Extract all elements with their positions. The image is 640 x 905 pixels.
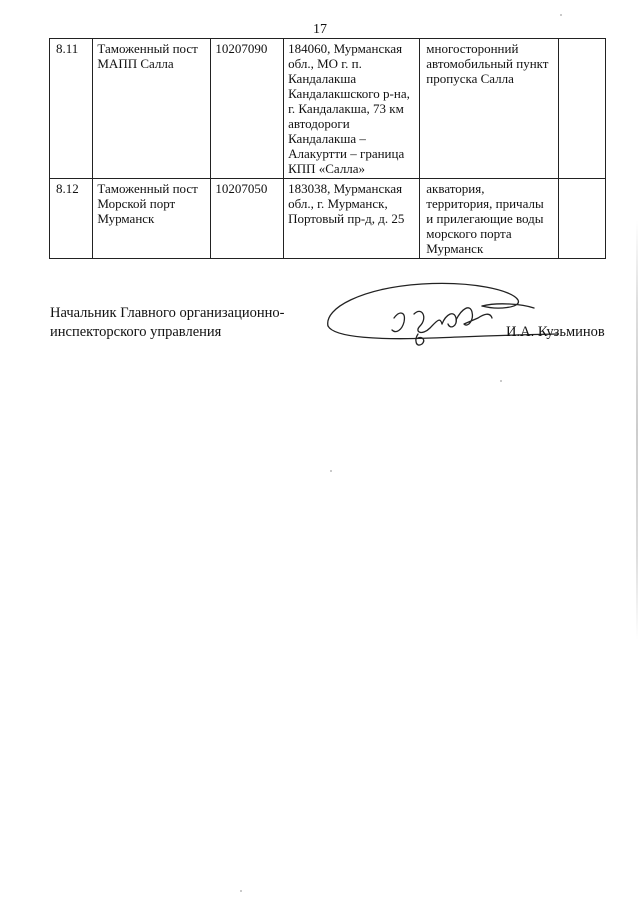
post-zone-cell: многосторонний автомобильный пункт пропуска Салла	[420, 39, 558, 179]
signature-block	[50, 302, 610, 382]
scan-edge-shadow	[636, 220, 638, 640]
signer-name: И.А. Кузьминов	[506, 324, 605, 340]
scan-speck	[560, 14, 562, 16]
empty-cell	[558, 39, 605, 179]
signer-title: Начальник Главного организационно-инспекторского управления	[50, 305, 285, 340]
post-zone-cell: акватория, территория, причалы и прилегающие воды морского порта Мурманск	[420, 179, 558, 259]
customs-posts-table	[49, 38, 606, 259]
table-row	[50, 179, 606, 259]
row-number-cell: 8.12	[50, 179, 93, 259]
page-number: 17	[313, 22, 327, 37]
post-address-cell: 183038, Мурманская обл., г. Мурманск, Портовый пр-д, д. 25	[284, 179, 420, 259]
handwritten-signature	[322, 278, 562, 360]
post-name-cell: Таможенный пост Морской порт Мурманск	[93, 179, 211, 259]
post-name-cell: Таможенный пост МАПП Салла	[93, 39, 211, 179]
post-code-cell: 10207050	[211, 179, 284, 259]
post-address-cell: 184060, Мурманская обл., МО г. п. Кандалакша Кандалакшского р-на, г. Кандалакша, 73 км автодороги Кандалакша – Алакуртти – граница КПП «Салла»	[284, 39, 420, 179]
row-number-cell: 8.11	[50, 39, 93, 179]
scan-speck	[240, 890, 242, 892]
scan-speck	[500, 380, 502, 382]
table-row	[50, 39, 606, 179]
scan-speck	[330, 470, 332, 472]
post-code-cell: 10207090	[211, 39, 284, 179]
empty-cell	[558, 179, 605, 259]
